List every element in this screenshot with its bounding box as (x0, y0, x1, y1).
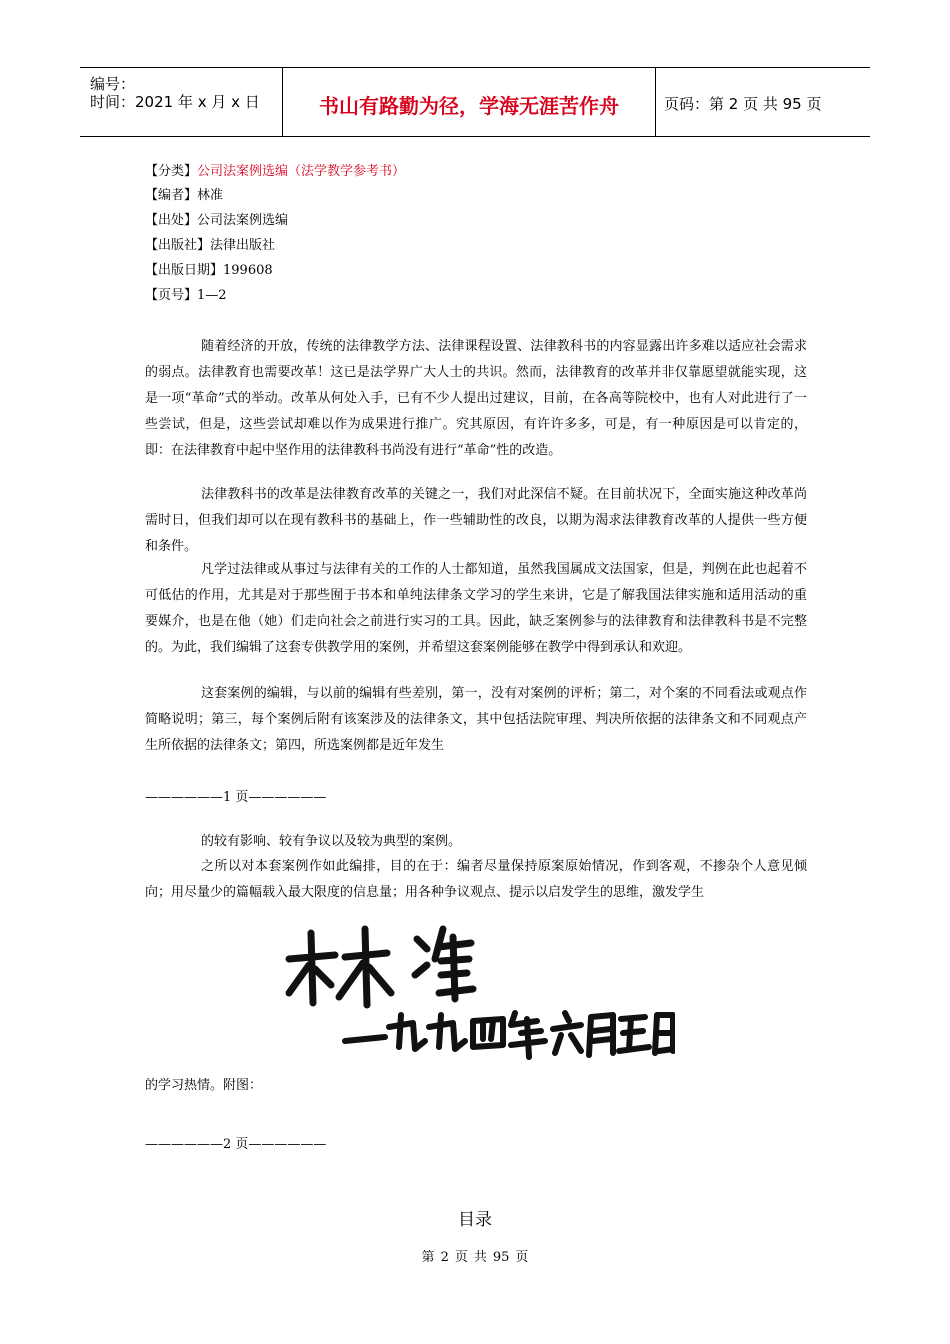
document-date: 时间：2021 年 x 月 x 日 (90, 93, 260, 111)
meta-category: 【分类】公司法案例选编（法学教学参考书） (145, 164, 406, 179)
paragraph-3: 凡学过法律或从事过与法律有关的工作的人士都知道，虽然我国属成文法国家，但是，判例在此也起着不可低估的作用，尤其是对于那些囿于书本和单纯法律条文学习的学生来讲，它是了解我国法律实施和适用活动的重要媒介，也是在他（她）们走向社会之前进行实习的工具。因此，缺乏案例参与的法律教育和法律教科书是不完整的。为此，我们编辑了这套专供教学用的案例，并希望这套案例能够在教学中得到承认和欢迎。 (145, 562, 807, 655)
header-motto-cell (283, 68, 656, 136)
header-page-info: 页码：第 2 页 共 95 页 (664, 95, 822, 113)
toc-title: 目录 (458, 1210, 492, 1230)
meta-editor: 【编者】林准 (145, 188, 224, 203)
header-motto: 书山有路勤为径，学海无涯苦作舟 (319, 94, 619, 118)
document-number-label: 编号： (90, 75, 136, 93)
meta-source: 【出处】公司法案例选编 (145, 213, 289, 228)
meta-editor-value: 林准 (197, 188, 224, 203)
meta-publish-date-value: 199608 (223, 263, 273, 278)
page-separator-2: ——————2 页—————— (145, 1137, 327, 1152)
meta-page-number-value: 1—2 (197, 288, 227, 303)
meta-page-number: 【页号】1—2 (145, 288, 227, 303)
paragraph-1: 随着经济的开放，传统的法律教学方法、法律课程设置、法律教科书的内容显露出许多难以适应社会需求的弱点。法律教育也需要改革！这已是法学界广大人士的共识。然而，法律教育的改革并非仅靠愿望就能实现，这是一项“革命”式的举动。改革从何处入手，已有不少人提出过建议，目前，在各高等院校中，也有人对此进行了一些尝试，但是，这些尝试却难以作为成果进行推广。究其原因，有许许多多，可是，有一种原因是可以肯定的，即：在法律教育中起中坚作用的法律教科书尚没有进行“革命”性的改造。 (145, 339, 807, 458)
header-info-cell (80, 68, 283, 136)
page-footer: 第 2 页 共 95 页 (421, 1250, 529, 1265)
document-header (80, 67, 870, 137)
page-separator-1: ——————1 页—————— (145, 790, 327, 805)
meta-publisher-value: 法律出版社 (210, 238, 276, 253)
paragraph-6: 之所以对本套案例作如此编排，目的在于：编者尽量保持原案原始情况，作到客观，不掺杂个人意见倾向；用尽量少的篇幅载入最大限度的信息量；用各种争议观点、提示以启发学生的思维，激发学生 (145, 859, 807, 900)
meta-publisher: 【出版社】法律出版社 (145, 238, 276, 253)
meta-publish-date: 【出版日期】199608 (145, 263, 273, 278)
paragraph-2: 法律教科书的改革是法律教育改革的关键之一，我们对此深信不疑。在目前状况下，全面实施这种改革尚需时日，但我们却可以在现有教科书的基础上，作一些辅助性的改良，以期为渴求法律教育改革的人提供一些方便和条件。 (145, 487, 807, 554)
header-page-cell (656, 68, 870, 136)
handwritten-signature (275, 915, 675, 1070)
meta-source-value: 公司法案例选编 (197, 213, 289, 228)
footer-total-pages: 95 (492, 1250, 510, 1265)
paragraph-7: 的学习热情。附图： (145, 1078, 263, 1093)
paragraph-5: 的较有影响、较有争议以及较为典型的案例。 (201, 834, 462, 849)
meta-category-value: 公司法案例选编（法学教学参考书） (197, 164, 406, 179)
footer-page-number: 2 (440, 1250, 449, 1265)
paragraph-4: 这套案例的编辑，与以前的编辑有些差别，第一，没有对案例的评析；第二，对个案的不同看法或观点作简略说明；第三，每个案例后附有该案涉及的法律条文，其中包括法院审理、判决所依据的法律条文和不同观点产生所依据的法律条文；第四，所选案例都是近年发生 (145, 686, 807, 753)
